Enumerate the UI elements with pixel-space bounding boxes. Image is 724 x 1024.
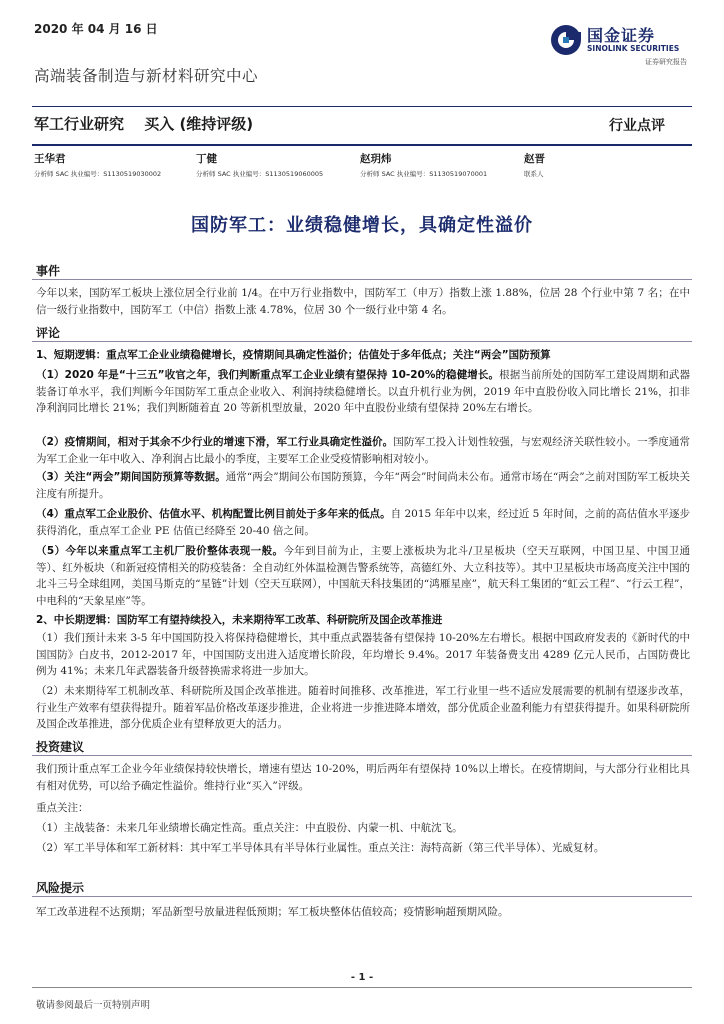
comment-paragraph-5	[36, 543, 690, 609]
section-heading-event: 事件	[36, 264, 61, 278]
author-id: 联系人	[524, 170, 544, 178]
comment-paragraph-4	[36, 506, 690, 539]
paragraph-lead: （2）疫情期间，相对于其余不少行业的增速下滑，军工行业具确定性溢价。	[36, 436, 394, 448]
paragraph-lead: （3）关注“两会”期间国防预算等数据。	[36, 471, 226, 483]
paragraph-body: 根据当前所处的国防军工建设周期和武器装备订单水平，我们判断今年国防军工重点企业收入、利润持续稳健增长。以直升机行业为例，2019 年中直股份收入同比增长 21%，扣非净利润同比增长 21%；我们判断随着直 20 等新机型放量，2020 年中直股份业绩有望保持 20%左右增长。	[36, 369, 691, 414]
author-id: 分析师 SAC 执业编号：S1130519070001	[360, 170, 488, 178]
comment-paragraph-3	[36, 469, 690, 502]
subheading-long-term: 2、中长期逻辑：国防军工有望持续投入，未来期待军工改革、科研院所及国企改革推进	[36, 614, 443, 626]
comment-paragraph-1	[36, 367, 690, 417]
header-divider-bottom	[32, 144, 692, 146]
footer-disclaimer: 敬请参阅最后一页特别声明	[36, 1000, 151, 1011]
report-main-title: 国防军工：业绩稳健增长，具确定性溢价	[191, 215, 533, 236]
report-date: 2020 年 04 月 16 日	[34, 22, 158, 36]
paragraph-lead: （5）今年以来重点军工主机厂股价整体表现一般。	[36, 545, 284, 557]
research-center-name: 高端装备制造与新材料研究中心	[34, 67, 259, 85]
logo-text-cn: 国金证券	[587, 26, 656, 45]
footer-divider	[32, 987, 692, 988]
author-name: 王华君	[34, 153, 66, 165]
paragraph-lead: （1）2020 年是“十三五”收官之年，我们判断重点军工企业业绩有望保持 10-20%的稳健增长。	[36, 369, 500, 381]
comment-paragraph-6: （1）我们预计未来 3-5 年中国国防投入将保持稳健增长，其中重点武器装备有望保持 10-20%左右增长。根据中国政府发表的《新时代的中国国防》白皮书，2012-2017 年，中国国防支出进入适度增长阶段，年均增长 9.4%。2017 年装备费支出 4289 亿元人民币，占国防费比例为 41%；未来几年武器装备升级替换需求将进一步加大。	[36, 632, 690, 677]
investment-paragraph: 我们预计重点军工企业今年业绩保持较快增长，增速有望达 10-20%，明后两年有望保持 10%以上增长。在疫情期间，与大部分行业相比具有相对优势，可以给予确定性溢价。维持行业“买入”评级。	[36, 763, 690, 792]
section-divider	[32, 279, 692, 280]
author-name: 丁健	[196, 153, 217, 165]
brand-logo	[550, 22, 690, 72]
subheading-short-term: 1、短期逻辑：重点军工企业业绩稳健增长，疫情期间具确定性溢价；估值处于多年低点；关注“两会”国防预算	[36, 349, 551, 361]
report-title-line: 军工行业研究 买入 (维持评级)	[34, 115, 254, 133]
focus-item-1: （1）主战装备：未来几年业绩增长确定性高。重点关注：中直股份、内蒙一机、中航沈飞。	[36, 822, 463, 834]
author-name: 赵晋	[524, 153, 545, 165]
paragraph-body: 今年到目前为止，主要上涨板块为北斗/卫星板块（空天互联网，中国卫星、中国卫通等）、红外板块（和新冠疫情相关的防疫装备：全自动红外体温检测告警系统等，高德红外、大立科技等）。其中卫星板块市场高度关注中国的北斗三号全球组网，美国马斯克的“星链”计划（空天互联网），中国航天科技集团的“鸿雁星座”，航天科工集团的“虹云工程”、“行云工程”，中电科的“天象星座”等。	[36, 545, 690, 607]
comment-paragraph-2	[36, 434, 690, 467]
section-divider	[32, 755, 692, 756]
paragraph-lead: （4）重点军工企业股价、估值水平、机构配置比例目前处于多年来的低点。	[36, 508, 391, 520]
section-divider	[32, 341, 692, 342]
author-id: 分析师 SAC 执业编号：S1130519030002	[34, 170, 162, 178]
risk-paragraph: 军工改革进程不达预期；军品新型号放量进程低预期；军工板块整体估值较高；疫情影响超预期风险。	[36, 906, 509, 918]
paragraph-body: 国防军工投入计划性较强，与宏观经济关联性较小。一季度通常为军工企业一年中收入、净利润占比最小的季度，主要军工企业受疫情影响相对较小。	[36, 436, 691, 465]
author-id: 分析师 SAC 执业编号：S1130519060005	[196, 170, 324, 178]
logo-text-en: SINOLINK SECURITIES	[587, 44, 680, 53]
logo-tagline: 证券研究报告	[645, 58, 687, 66]
page-number: - 1 -	[350, 972, 374, 983]
author-name: 赵玥炜	[360, 153, 392, 165]
comment-paragraph-7: （2）未来期待军工机制改革、科研院所及国企改革推进。随着时间推移、改革推进，军工行业里一些不适应发展需要的机制有望逐步改革，行业生产效率有望获得提升。随着军品价格改革逐步推进，企业将进一步推进降本增效，部分优质企业盈利能力有望获得提升。如果科研院所及国企改革推进，部分优质企业有望释放更大的活力。	[36, 685, 690, 730]
section-heading-risk: 风险提示	[36, 881, 85, 895]
logo-mark-icon	[550, 24, 582, 56]
report-type: 行业点评	[609, 118, 665, 134]
event-paragraph: 今年以来，国防军工板块上涨位居全行业前 1/4。在中万行业指数中，国防军工（申万）指数上涨 1.88%，位居 28 个行业中第 7 名；在中信一级行业指数中，国防军工（中信）指数上涨 4.78%，位居 30 个一级行业中第 4 名。	[36, 287, 690, 316]
section-divider	[32, 896, 692, 897]
focus-item-2: （2）军工半导体和军工新材料：其中军工半导体具有半导体行业属性。重点关注：海特高新（第三代半导体）、光威复材。	[36, 842, 605, 854]
section-heading-investment: 投资建议	[36, 740, 85, 754]
paragraph-body: 自 2015 年年中以来，经过近 5 年时间，之前的高估值水平逐步获得消化，重点军工企业 PE 估值已经降至 20-40 倍之间。	[36, 508, 690, 537]
header-divider-top	[32, 106, 692, 107]
focus-label: 重点关注：	[36, 802, 89, 814]
paragraph-body: 通常“两会”期间公布国防预算，今年“两会”时间尚未公布。通常市场在“两会”之前对国防军工板块关注度有所提升。	[36, 471, 690, 500]
section-heading-comment: 评论	[36, 326, 61, 340]
